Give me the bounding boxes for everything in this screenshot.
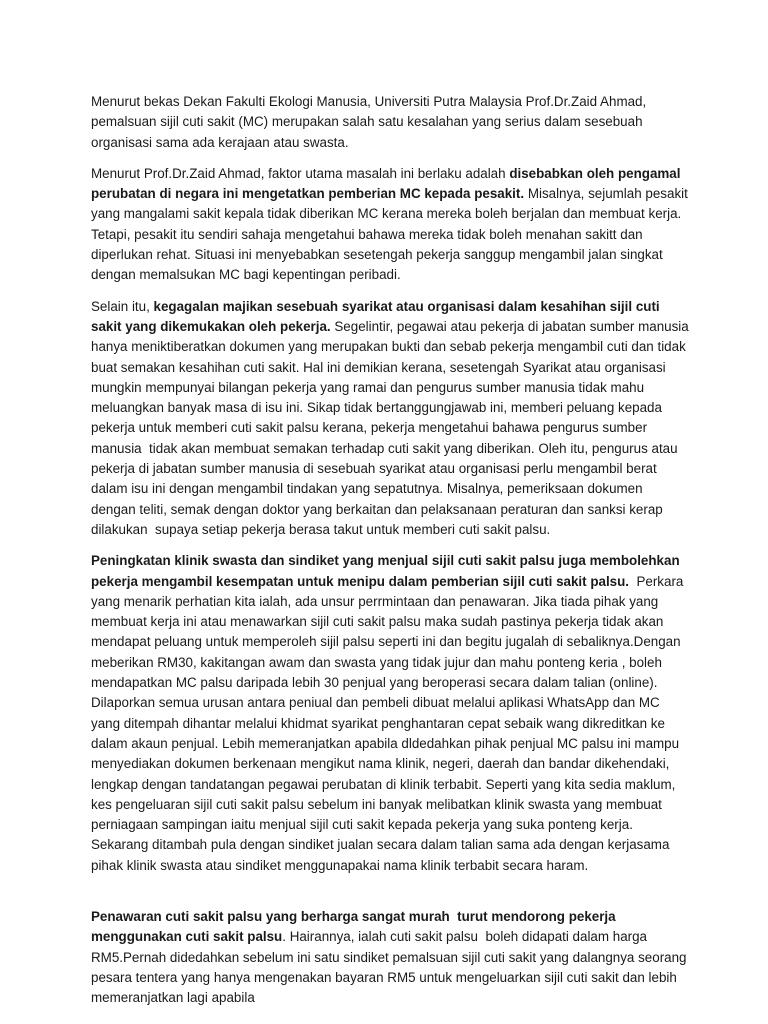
paragraph-2-text: Misalnya, sejumlah pesakit yang mangalami sakit kepala tidak diberikan MC kerana mereka boleh berjalan dan membuat kerja. Tetapi, pesakit itu sendiri sahaja mengetahui bahawa mereka tidak boleh menahan sakitt dan diperlukan rehat. Situasi ini menyebabkan sesetengah pekerja sanggup mengambil jalan singkat dengan memalsukan MC bagi kepentingan peribadi.: [91, 186, 692, 283]
paragraph-2-lead: Menurut Prof.Dr.Zaid Ahmad, faktor utama masalah ini berlaku adalah: [91, 165, 510, 181]
paragraph-2: [91, 164, 690, 286]
paragraph-5-bold: Penawaran cuti sakit palsu yang berharga sangat murah turut mendorong pekerja menggunakan cuti sakit palsu: [91, 908, 620, 945]
paragraph-3-bold: kegagalan majikan sesebuah syarikat atau organisasi dalam kesahihan sijil cuti sakit yang dikemukakan oleh pekerja.: [91, 298, 664, 334]
paragraph-3-lead: Selain itu,: [91, 298, 154, 314]
paragraph-5: [91, 907, 690, 1008]
paragraph-3: [91, 297, 693, 541]
paragraph-4: [91, 551, 690, 876]
paragraph-5-text: . Hairannya, ialah cuti sakit palsu boleh didapati dalam harga RM5.Pernah didedahkan sebelum ini satu sindiket pemalsuan sijil cuti sakit yang dalangnya seorang pesara tentera yang hanya mengenakan bayaran RM5 untuk mengeluarkan sijil cuti sakit dan lebih memeranjatkan lagi apabila: [91, 929, 691, 1006]
paragraph-1-text: Menurut bekas Dekan Fakulti Ekologi Manusia, Universiti Putra Malaysia Prof.Dr.Zaid Ahmad, pemalsuan sijil cuti sakit (MC) merupakan salah satu kesalahan yang serius dalam sesebuah organisasi sama ada kerajaan atau swasta.: [91, 94, 650, 150]
paragraph-1: [91, 92, 690, 153]
paragraph-4-bold: Peningkatan klinik swasta dan sindiket yang menjual sijil cuti sakit palsu juga membolehkan pekerja mengambil kesempatan untuk menipu dalam pemberian sijil cuti sakit palsu.: [91, 553, 684, 589]
paragraph-3-text: Segelintir, pegawai atau pekerja di jabatan sumber manusia hanya meniktiberatkan dokumen yang merupakan bukti dan sebab pekerja mengambil cuti dan tidak buat semakan kesahihan cuti sakit. Hal ini demikian kerana, sesetengah Syarikat atau organisasi mungkin mempunyai bilangan pekerja yang ramai dan pengurus sumber manusia tidak mahu meluangkan banyak masa di isu ini. Sikap tidak bertanggungjawab ini, memberi peluang kepada pekerja untuk memberi cuti sakit palsu kerana, pekerja mengetahui bahawa pengurus sumber manusia tidak akan membuat semakan terhadap cuti sakit yang diberikan. Oleh itu, pengurus atau pekerja di jabatan sumber manusia di sesebuah syarikat atau organisasi perlu mengambil berat dalam isu ini dengan mengambil tindakan yang sepatutnya. Misalnya, pemeriksaan dokumen dengan teliti, semak dengan doktor yang berkaitan dan pelaksanaan peraturan dan sanksi kerap dilakukan supaya setiap pekerja berasa takut untuk memberi cuti sakit palsu.: [91, 318, 693, 537]
paragraph-4-text: Perkara yang menarik perhatian kita ialah, ada unsur perrmintaan dan penawaran. Jika tiada pihak yang membuat kerja ini atau menawarkan sijil cuti sakit palsu maka sudah pastinya pekerja tidak akan mendapat peluang untuk memperoleh sijil palsu seperti ini dan begitu jugalah di sebaliknya.Dengan meberikan RM30, kakitangan awam dan swasta yang tidak jujur dan mahu ponteng keria , boleh mendapatkan MC palsu daripada lebih 30 penjual yang beroperasi secara dalam talian (online). Dilaporkan semua urusan antara peniual dan pembeli dibuat melalui aplikasi WhatsApp dan MC yang ditempah dihantar melalui khidmat syarikat penghantaran cepat sebaik wang dikreditkan ke dalam akaun penjual. Lebih memeranjatkan apabila dldedahkan pihak penjual MC palsu ini mampu menyediakan dokumen berkenaan mengikut nama klinik, negeri, daerah dan bandar dikehendaki, lengkap dengan tandatangan pegawai perubatan di klinik terbabit. Seperti yang kita sedia maklum, kes pengeluaran sijil cuti sakit palsu sebelum ini banyak melibatkan klinik swasta yang membuat perniagaan sampingan iaitu menjual sijil cuti sakit kepada pekerja yang suka ponteng kerja. Sekarang ditambah pula dengan sindiket jualan secara dalam talian sama ada dengan kerjasama pihak klinik swasta atau sindiket menggunapakai nama klinik terbabit secara haram.: [91, 573, 688, 873]
paragraph-2-bold: disebabkan oleh pengamal perubatan di negara ini mengetatkan pemberian MC kepada pesakit.: [91, 165, 685, 202]
